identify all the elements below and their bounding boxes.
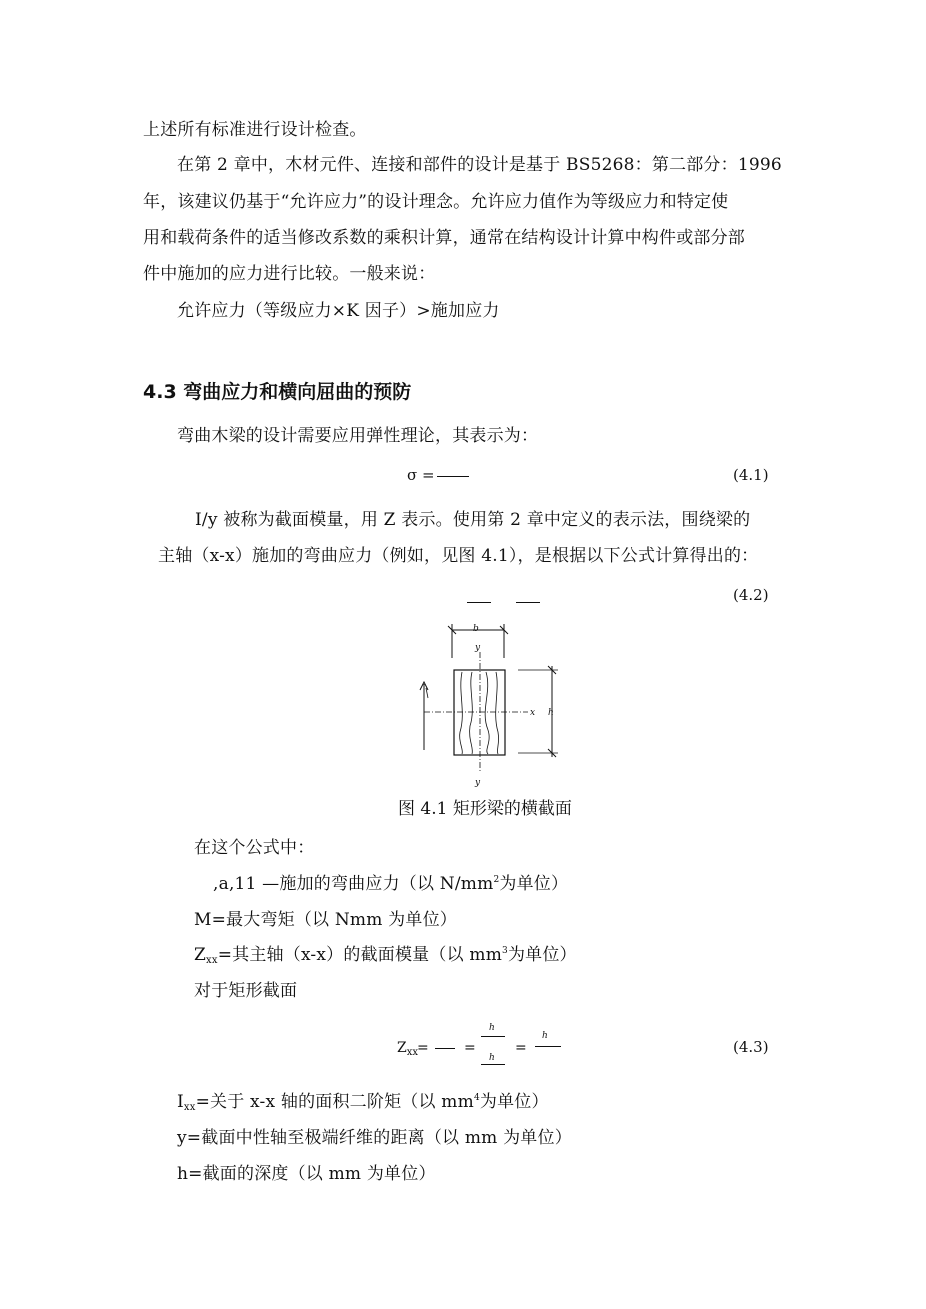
equation-text: = bbox=[464, 1040, 476, 1056]
label-x: x bbox=[530, 708, 536, 718]
equation-4-2 bbox=[467, 594, 540, 609]
definition-m: M=最大弯矩（以 Nmm 为单位） bbox=[194, 910, 457, 930]
equation-number: (4.1) bbox=[733, 466, 769, 484]
superscript: 4 bbox=[473, 1093, 480, 1103]
definition-text: 为单位） bbox=[507, 945, 577, 965]
fraction-bar bbox=[435, 1048, 455, 1049]
fraction-bar bbox=[535, 1046, 561, 1047]
paragraph-line: 对于矩形截面 bbox=[194, 981, 298, 1001]
fraction-bar bbox=[437, 476, 469, 477]
equation-4-1 bbox=[407, 468, 469, 483]
paragraph-line: 允许应力（等级应力×K 因子）>施加应力 bbox=[177, 301, 500, 321]
definition-text: Z bbox=[194, 945, 207, 965]
equation-text: = bbox=[515, 1040, 527, 1056]
superscript: 3 bbox=[502, 946, 508, 956]
label-y-bottom: y bbox=[475, 778, 481, 788]
equation-text: h bbox=[489, 1023, 495, 1033]
label-b: b bbox=[473, 624, 479, 634]
paragraph-line: 年，该建议仍基于“允许应力”的设计理念。允许应力值作为等级应力和特定使 bbox=[143, 192, 729, 212]
definition-y: y=截面中性轴至极端纤维的距离（以 mm 为单位） bbox=[177, 1128, 572, 1148]
definition-i bbox=[177, 1094, 549, 1113]
paragraph-line: 弯曲木梁的设计需要应用弹性理论，其表示为： bbox=[177, 426, 539, 446]
label-h: h bbox=[548, 708, 554, 718]
definition-text: 为单位） bbox=[499, 874, 569, 894]
equation-text: = bbox=[417, 1040, 429, 1056]
beam-cross-section-figure bbox=[418, 622, 578, 792]
equation-text: h bbox=[542, 1031, 548, 1041]
subscript: xx bbox=[206, 955, 218, 966]
equation-number: (4.3) bbox=[733, 1038, 769, 1056]
superscript: 2 bbox=[493, 875, 500, 885]
fraction-bar bbox=[467, 602, 491, 603]
definition-text: ,a,11 —施加的弯曲应力（以 N/mm bbox=[213, 874, 494, 894]
paragraph-line: I/y 被称为截面模量，用 Z 表示。使用第 2 章中定义的表示法，围绕梁的 bbox=[195, 510, 751, 530]
label-y-top: y bbox=[475, 643, 481, 653]
equation-text: h bbox=[489, 1053, 495, 1063]
paragraph-line: 在第 2 章中，木材元件、连接和部件的设计是基于 BS5268：第二部分：1996 bbox=[177, 155, 782, 175]
definition-text: 为单位） bbox=[479, 1092, 549, 1112]
figure-caption: 图 4.1 矩形梁的横截面 bbox=[398, 799, 572, 819]
paragraph-line: 主轴（x-x）施加的弯曲应力（例如，见图 4.1），是根据以下公式计算得出的： bbox=[158, 546, 759, 566]
paragraph-line: 件中施加的应力进行比较。一般来说： bbox=[143, 264, 436, 284]
fraction-bar bbox=[481, 1064, 505, 1065]
definition-sigma bbox=[213, 876, 568, 893]
definition-h: h=截面的深度（以 mm 为单位） bbox=[177, 1164, 436, 1184]
definition-text: I bbox=[177, 1092, 184, 1112]
fraction-bar bbox=[481, 1036, 505, 1037]
paragraph-line: 用和载荷条件的适当修改系数的乘积计算，通常在结构设计计算中构件或部分部 bbox=[143, 228, 745, 248]
definition-z bbox=[194, 947, 577, 966]
paragraph-line: 上述所有标准进行设计检查。 bbox=[143, 120, 367, 140]
equation-4-3 bbox=[397, 1020, 587, 1070]
definition-text: =关于 x-x 轴的面积二阶矩（以 mm bbox=[195, 1092, 474, 1112]
equation-text: σ = bbox=[407, 466, 435, 484]
equation-number: (4.2) bbox=[733, 586, 769, 604]
subscript: xx bbox=[183, 1102, 196, 1113]
paragraph-line: 在这个公式中： bbox=[194, 838, 315, 858]
fraction-bar bbox=[516, 602, 540, 603]
definition-text: =其主轴（x-x）的截面模量（以 mm bbox=[217, 945, 503, 965]
equation-text: $Z_{xx}$ bbox=[397, 1040, 419, 1058]
section-heading: 4.3 弯曲应力和横向屈曲的预防 bbox=[143, 381, 412, 403]
